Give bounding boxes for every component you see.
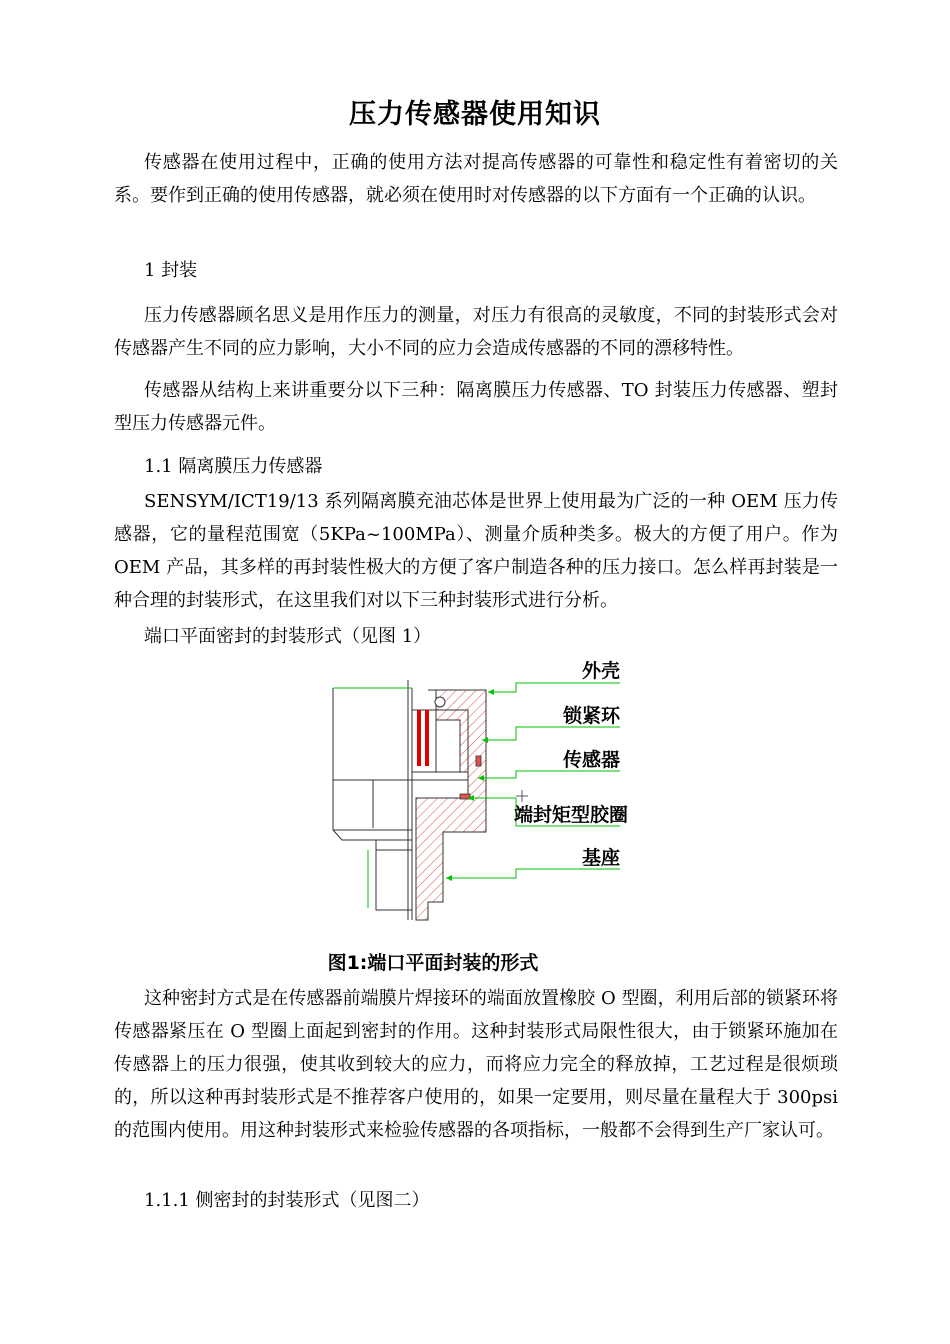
section-1-paragraph-1: 压力传感器顾名思义是用作压力的测量，对压力有很高的灵敏度，不同的封装形式会对传感器产生不同的应力影响，大小不同的应力会造成传感器的不同的漂移特性。 <box>114 305 838 359</box>
section-1-1-1-heading: 1.1.1 侧密封的封装形式（见图二） <box>144 1190 430 1211</box>
figure-label-base: 基座 <box>582 847 621 869</box>
section-1-1-heading: 1.1 隔离膜压力传感器 <box>144 456 323 477</box>
seal-cross-section-diagram <box>328 650 628 922</box>
figure-label-sensor: 传感器 <box>563 749 621 771</box>
document-title: 压力传感器使用知识 <box>349 99 601 130</box>
figure-label-oring: 端封矩型胶圈 <box>514 804 629 826</box>
figure-1-caption: 图1:端口平面封装的形式 <box>327 952 539 974</box>
figure-label-lock-ring: 锁紧环 <box>563 705 621 727</box>
figure-label-shell: 外壳 <box>582 660 621 682</box>
section-1-paragraph-2: 传感器从结构上来讲重要分以下三种：隔离膜压力传感器、TO 封装压力传感器、塑封型压力传感器元件。 <box>114 380 838 434</box>
figure-1-drawing <box>328 650 628 922</box>
figure-1-intro: 端口平面密封的封装形式（见图 1） <box>144 626 432 647</box>
section-1-heading: 1 封装 <box>144 260 198 281</box>
section-1-1-paragraph-1: SENSYM/ICT19/13 系列隔离膜充油芯体是世界上使用最为广泛的一种 OEM 压力传感器，它的量程范围宽（5KPa~100MPa）、测量介质种类多。极大的方便了用户。作为 OEM 产品，其多样的再封装性极大的方便了客户制造各种的压力接口。怎么样再封装是一种合理的封装形式，在这里我们对以下三种封装形式进行分析。 <box>114 491 838 611</box>
section-1-1-paragraph-2: 这种密封方式是在传感器前端膜片焊接环的端面放置橡胶 O 型圈，利用后部的锁紧环将传感器紧压在 O 型圈上面起到密封的作用。这种封装形式局限性很大，由于锁紧环施加在传感器上的压力很强，使其收到较大的应力，而将应力完全的释放掉，工艺过程是很烦琐的，所以这种再封装形式是不推荐客户使用的，如果一定要用，则尽量在量程大于 300psi 的范围内使用。用这种封装形式来检验传感器的各项指标，一般都不会得到生产厂家认可。 <box>114 988 838 1141</box>
intro-paragraph: 传感器在使用过程中，正确的使用方法对提高传感器的可靠性和稳定性有着密切的关系。要作到正确的使用传感器，就必须在使用时对传感器的以下方面有一个正确的认识。 <box>114 152 838 206</box>
